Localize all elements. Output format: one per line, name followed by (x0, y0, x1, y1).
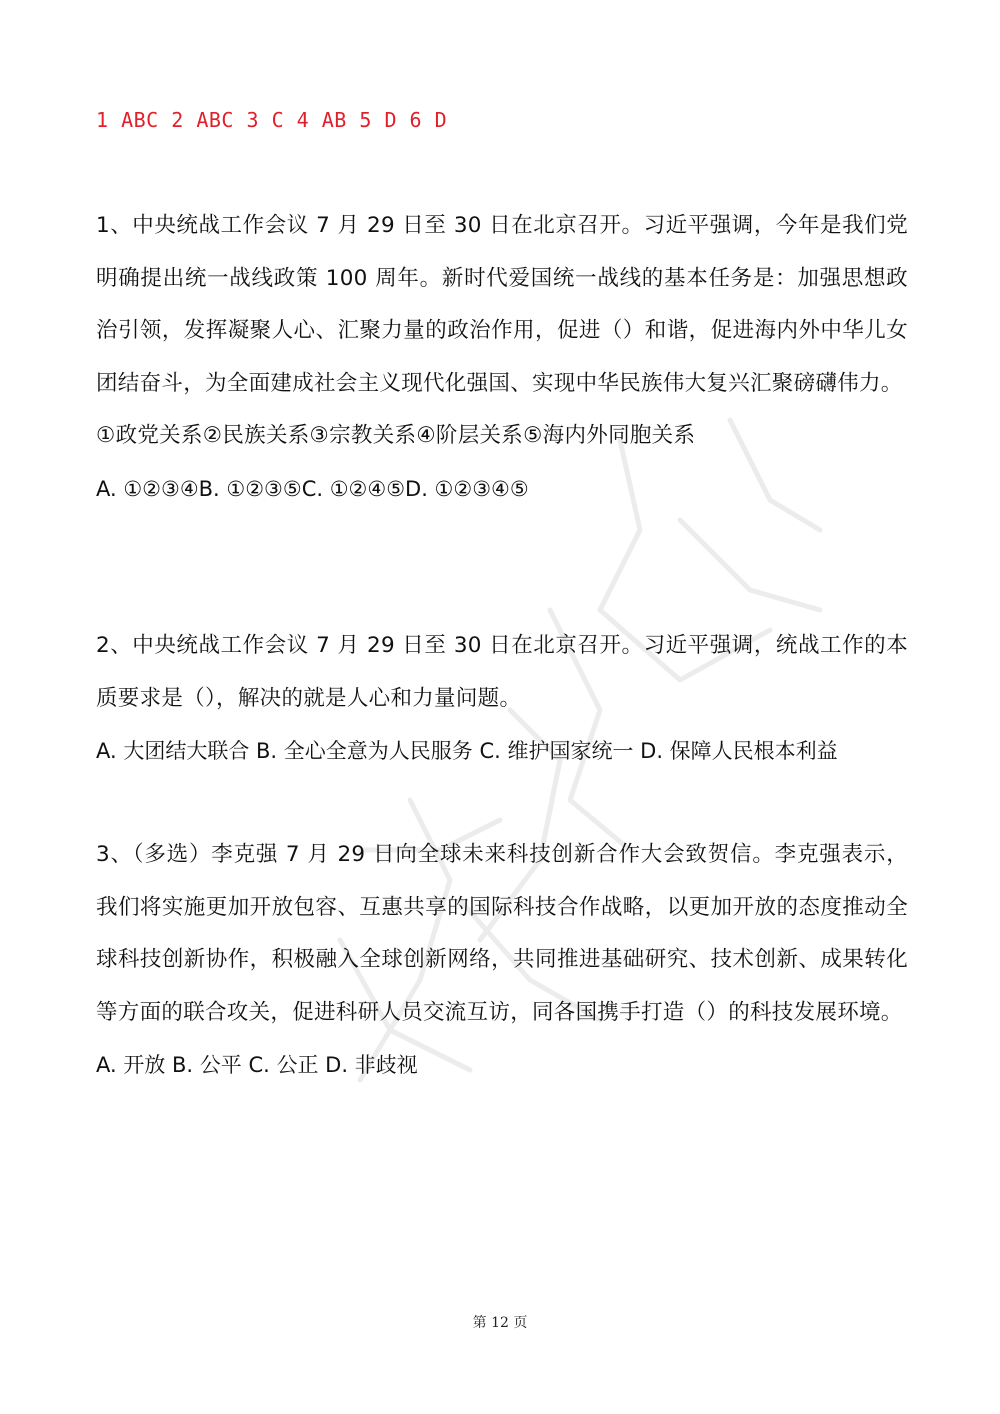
question-1-options: A. ①②③④B. ①②③⑤C. ①②④⑤D. ①②③④⑤ (96, 476, 529, 501)
question-3-text: 3、（多选）李克强 7 月 29 日向全球未来科技创新合作大会致贺信。李克强表示，我们将实施更加开放包容、互惠共享的国际科技合作战略，以更加开放的态度推动全球科技创新协作，积极融入全球创新网络，共同推进基础研究、技术创新、成果转化等方面的联合攻关，促进科研人员交流互访，同各国携手打造（）的科技发展环境。 (96, 842, 908, 1025)
page-number: 第 12 页 (472, 1315, 528, 1331)
question-2 (96, 620, 908, 778)
question-2-options: A. 大团结大联合 B. 全心全意为人民服务 C. 维护国家统一 D. 保障人民根本利益 (96, 739, 838, 763)
question-1 (96, 200, 908, 515)
question-1-statements: ①政党关系②民族关系③宗教关系④阶层关系⑤海内外同胞关系 (96, 423, 696, 448)
question-3-options: A. 开放 B. 公平 C. 公正 D. 非歧视 (96, 1053, 418, 1077)
answer-key: 1 ABC 2 ABC 3 C 4 AB 5 D 6 D (96, 108, 448, 132)
question-2-text: 2、中央统战工作会议 7 月 29 日至 30 日在北京召开。习近平强调，统战工作的本质要求是（），解决的就是人心和力量问题。 (96, 633, 908, 711)
question-3 (96, 829, 908, 1092)
question-1-text: 1、中央统战工作会议 7 月 29 日至 30 日在北京召开。习近平强调，今年是我们党明确提出统一战线政策 100 周年。新时代爱国统一战线的基本任务是：加强思想政治引领，发挥凝聚人心、汇聚力量的政治作用，促进（）和谐，促进海内外中华儿女团结奋斗，为全面建成社会主义现代化强国、实现中华民族伟大复兴汇聚磅礴伟力。 (96, 213, 908, 396)
